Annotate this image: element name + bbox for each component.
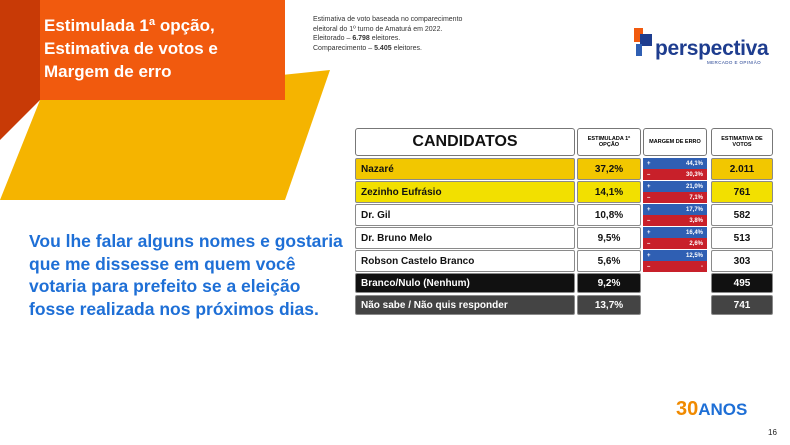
slide-title: Estimulada 1ª opção, Estimativa de votos e Margem de erro [44,16,218,81]
margin-plus: + 21,0% [643,181,707,192]
page-number: 16 [768,428,777,437]
methodology-note [313,15,543,53]
anos-label: ANOS [698,400,748,419]
row-estimulada: 9,5% [577,227,641,249]
margin-plus: + 12,5% [643,250,707,261]
anos-number: 30 [676,398,699,420]
row-estimulada: 37,2% [577,158,641,180]
margin-plus: + 16,4% [643,227,707,238]
perspectiva-logo-icon [632,26,654,58]
row-votes: 2.011 [711,158,773,180]
row-estimulada: 5,6% [577,250,641,272]
margin-minus: – 2,6% [643,238,707,249]
row-estimulada: 13,7% [577,295,641,315]
row-votes: 761 [711,181,773,203]
note-line-1: Estimativa de voto baseada no comparecimento [313,16,463,23]
anos-logo [676,398,747,421]
row-name: Não sabe / Não quis responder [355,295,575,315]
header-candidatos: CANDIDATOS [355,128,575,156]
row-name: Branco/Nulo (Nenhum) [355,273,575,293]
row-name: Robson Castelo Branco [355,250,575,272]
row-votes: 495 [711,273,773,293]
row-estimulada: 9,2% [577,273,641,293]
row-votes: 513 [711,227,773,249]
row-name: Dr. Bruno Melo [355,227,575,249]
margin-minus: – 7,1% [643,192,707,203]
header-estimativa: ESTIMATIVA DE VOTOS [711,128,773,156]
row-estimulada: 10,8% [577,204,641,226]
logo-subtitle: MERCADO E OPINIÃO [707,60,762,65]
margin-minus: – 30,3% [643,169,707,180]
logo-wordmark: perspectiva [655,37,769,60]
row-votes: 582 [711,204,773,226]
margin-minus: – - [643,261,707,272]
note-comparecimento: Comparecimento – 5.405 eleitores. [313,44,422,52]
note-line-2: eleitoral do 1º turno de Amaturá em 2022. [313,25,443,33]
header-margem: MARGEM DE ERRO [643,128,707,156]
question-text: Vou lhe falar alguns nomes e gostaria que me dissesse em quem você votaria para prefeito se a eleição fosse realizada nos próximos dias. [29,231,343,319]
margin-plus: + 44,1% [643,158,707,169]
row-name: Nazaré [355,158,575,180]
row-name: Dr. Gil [355,204,575,226]
note-eleitorado: Eleitorado – 6.798 eleitores. [313,35,401,42]
row-votes: 303 [711,250,773,272]
row-votes: 741 [711,295,773,315]
header-estimulada: ESTIMULADA 1ª OPÇÃO [577,128,641,156]
margin-plus: + 17,7% [643,204,707,215]
margin-minus: – 3,8% [643,215,707,226]
row-name: Zezinho Eufrásio [355,181,575,203]
row-estimulada: 14,1% [577,181,641,203]
